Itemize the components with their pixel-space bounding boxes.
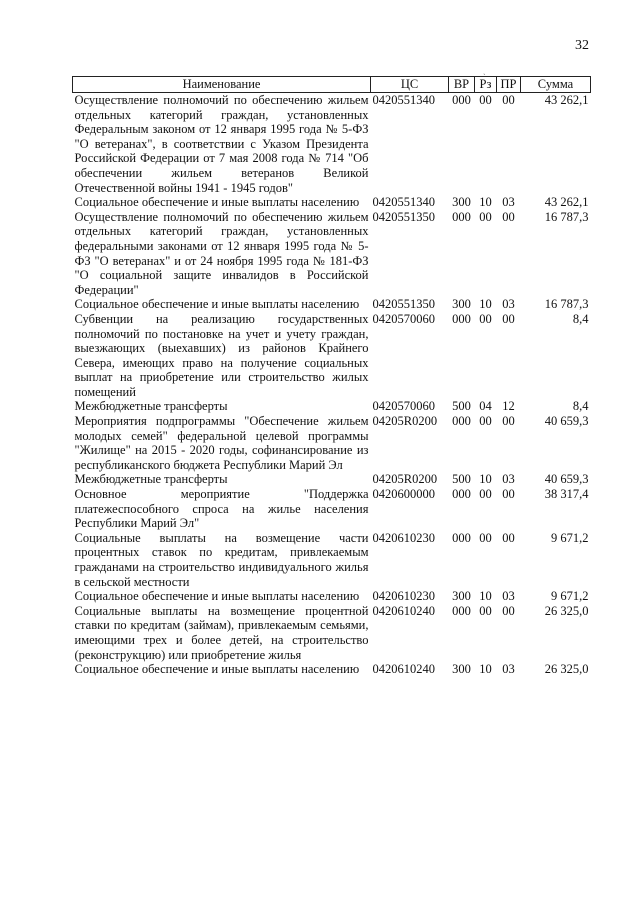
row-pr-cell: 03 [502,195,515,210]
row-vr-cell: 000 [452,93,471,107]
table-row [73,487,591,531]
row-vr-cell: 000 [452,209,471,224]
row-name-cell: Межбюджетные трансферты [74,399,228,414]
row-rz-cell: 00 [479,487,492,502]
row-rz-cell: 10 [479,662,492,677]
row-name-cell: Социальное обеспечение и иные выплаты населению [74,297,360,312]
row-sum-cell: 40 659,3 [544,472,589,487]
table-row [73,414,591,472]
row-pr-cell: 03 [502,297,515,312]
row-rz-cell: 00 [479,209,492,224]
row-cs-cell: 0420551350 [372,297,435,312]
row-cs-cell: 0420551340 [372,195,435,210]
row-sum-cell: 9 671,2 [551,589,589,604]
row-rz-cell: 00 [479,311,492,326]
row-rz-cell: 10 [479,297,492,312]
table-row [73,312,591,400]
row-vr-cell: 300 [452,662,471,677]
table-row [73,604,591,662]
row-sum-cell: 43 262,1 [544,93,589,107]
row-name-cell: Социальные выплаты на возмещение процентной ставки по кредитам (займам), привлекаемым семьями, имеющими трех и более детей, на строительство (реконструкцию) или приобретение жилья [74,603,369,662]
row-vr-cell: 000 [452,487,471,502]
table-row [73,472,591,487]
header-pr: ПР [497,77,521,93]
row-rz-cell: 04 [479,399,492,414]
table-row [73,195,591,210]
row-cs-cell: 0420570060 [372,399,435,414]
row-cs-cell: 0420610240 [372,662,435,677]
row-pr-cell: 03 [502,589,515,604]
scan-speck: ˎ [483,66,486,75]
row-name-cell: Мероприятия подпрограммы "Обеспечение жильем молодых семей" федеральной целевой программы "Жилище" на 2015 - 2020 годы, софинансирование из республиканского бюджета Республики Марий Эл [74,414,369,472]
row-pr-cell: 00 [502,414,515,429]
row-pr-cell: 00 [502,209,515,224]
row-sum-cell: 16 787,3 [544,209,589,224]
table-row [73,297,591,312]
row-name-cell: Осуществление полномочий по обеспечению жильем отдельных категорий граждан, установленных Федеральным законом от 12 января 1995 года № 5-ФЗ "О ветеранах", в соответствии с Указом Президента Российской Федерации от 7 мая 2008 года № 714 "Об обеспечении жильем ветеранов Великой Отечественной войны 1941 - 1945 годов" [74,93,369,195]
row-sum-cell: 9 671,2 [551,530,589,545]
row-cs-cell: 0420570060 [372,311,435,326]
row-sum-cell: 8,4 [572,311,589,326]
table-row [73,589,591,604]
row-sum-cell: 26 325,0 [544,662,589,677]
row-pr-cell: 03 [502,662,515,677]
table-row [73,93,591,196]
header-rz: Рз [475,77,497,93]
row-rz-cell: 10 [479,589,492,604]
header-name: Наименование [73,77,371,93]
row-vr-cell: 000 [452,530,471,545]
row-vr-cell: 000 [452,414,471,429]
table-row [73,531,591,589]
row-name-cell: Социальное обеспечение и иные выплаты населению [74,589,360,604]
row-sum-cell: 8,4 [572,399,589,414]
row-sum-cell: 16 787,3 [544,297,589,312]
row-cs-cell: 0420610240 [372,603,435,618]
row-vr-cell: 500 [452,472,471,487]
header-vr: ВР [449,77,475,93]
row-cs-cell: 0420551350 [372,209,435,224]
row-name-cell: Социальное обеспечение и иные выплаты населению [74,662,360,677]
row-vr-cell: 000 [452,603,471,618]
row-cs-cell: 04205R0200 [372,472,438,487]
row-rz-cell: 10 [479,195,492,210]
row-vr-cell: 000 [452,311,471,326]
row-name-cell: Субвенции на реализацию государственных полномочий по постановке на учет и учету граждан, выезжающих (выехавших) из районов Крайнего Севера, имеющих право на получение социальных выплат на приобретение или строительство жилых помещений [74,311,369,399]
row-pr-cell: 00 [502,93,515,107]
header-cs: ЦС [371,77,449,93]
table-row [73,210,591,298]
row-pr-cell: 12 [502,399,515,414]
row-cs-cell: 0420551340 [372,93,435,107]
row-pr-cell: 03 [502,472,515,487]
row-vr-cell: 500 [452,399,471,414]
row-cs-cell: 0420610230 [372,589,435,604]
row-rz-cell: 10 [479,472,492,487]
header-row [73,77,591,93]
table-row [73,399,591,414]
row-rz-cell: 00 [479,93,492,107]
row-cs-cell: 04205R0200 [372,414,438,429]
row-vr-cell: 300 [452,297,471,312]
row-pr-cell: 00 [502,487,515,502]
row-sum-cell: 43 262,1 [544,195,589,210]
row-pr-cell: 00 [502,311,515,326]
row-name-cell: Социальное обеспечение и иные выплаты населению [74,195,360,210]
row-name-cell: Основное мероприятие "Поддержка платежеспособного спроса на жилье населения Республики Марий Эл" [74,487,369,531]
row-pr-cell: 00 [502,530,515,545]
row-sum-cell: 40 659,3 [544,414,589,429]
row-rz-cell: 00 [479,603,492,618]
page-number: 32 [575,38,589,53]
table-header [73,77,591,93]
row-pr-cell: 00 [502,603,515,618]
table-row [73,662,591,677]
row-sum-cell: 38 317,4 [544,487,589,502]
row-name-cell: Социальные выплаты на возмещение части процентных ставок по кредитам, привлекаемым гражданами на строительство индивидуального жилья в сельской местности [74,530,369,589]
row-sum-cell: 26 325,0 [544,603,589,618]
header-sum: Сумма [521,77,591,93]
row-cs-cell: 0420610230 [372,530,435,545]
row-cs-cell: 0420600000 [372,487,435,502]
row-rz-cell: 00 [479,414,492,429]
row-name-cell: Осуществление полномочий по обеспечению жильем отдельных категорий граждан, установленных федеральными законами от 12 января 1995 года № 5-ФЗ "О ветеранах" и от 24 ноября 1995 года № 181-ФЗ "О социальной защите инвалидов в Российской Федерации" [74,209,369,297]
row-vr-cell: 300 [452,589,471,604]
table-body [73,93,591,677]
row-rz-cell: 00 [479,530,492,545]
budget-table [72,76,591,677]
row-name-cell: Межбюджетные трансферты [74,472,228,487]
row-vr-cell: 300 [452,195,471,210]
